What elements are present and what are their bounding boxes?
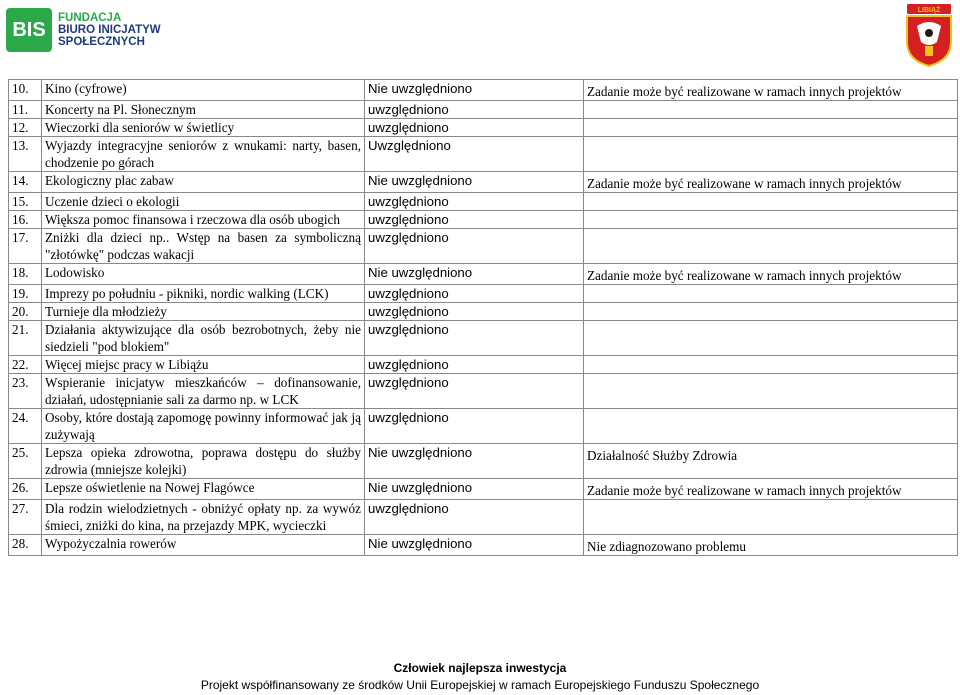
row-note (584, 101, 958, 119)
row-number: 14. (9, 172, 42, 193)
row-number: 19. (9, 285, 42, 303)
row-number: 11. (9, 101, 42, 119)
table-row (9, 80, 958, 101)
row-proposal-text: Wieczorki dla seniorów w świetlicy (42, 119, 365, 137)
row-note-text (587, 101, 954, 104)
row-note-text (587, 285, 954, 288)
table-row (9, 479, 958, 500)
row-number: 22. (9, 356, 42, 374)
row-note (584, 479, 958, 500)
table-row (9, 285, 958, 303)
page-footer (0, 660, 960, 694)
row-proposal-text: Koncerty na Pl. Słonecznym (42, 101, 365, 119)
row-note (584, 409, 958, 444)
row-number: 13. (9, 137, 42, 172)
row-note (584, 374, 958, 409)
proposals-table (8, 79, 958, 556)
row-note (584, 137, 958, 172)
row-status: Nie uwzględniono (365, 444, 584, 479)
table-row (9, 321, 958, 356)
row-proposal-text: Wyjazdy integracyjne seniorów z wnukami: narty, basen, chodzenie po górach (42, 137, 365, 172)
row-number: 15. (9, 193, 42, 211)
row-proposal-text: Działania aktywizujące dla osób bezrobotnych, żeby nie siedzieli "pod blokiem" (42, 321, 365, 356)
row-number: 17. (9, 229, 42, 264)
row-note (584, 444, 958, 479)
footer-funding-note: Projekt współfinansowany ze środków Unii Europejskiej w ramach Europejskiego Funduszu Społecznego (200, 678, 760, 692)
table-row (9, 356, 958, 374)
row-note-text: Nie zdiagnozowano problemu (587, 539, 746, 554)
row-note-text: Zadanie może być realizowane w ramach innych projektów (587, 268, 902, 283)
row-number: 26. (9, 479, 42, 500)
row-note-text: Zadanie może być realizowane w ramach innych projektów (587, 84, 902, 99)
row-status: uwzględniono (365, 101, 584, 119)
libiaz-crest-icon (904, 2, 954, 68)
row-number: 20. (9, 303, 42, 321)
row-status: uwzględniono (365, 303, 584, 321)
row-note-text (587, 356, 954, 359)
row-note (584, 264, 958, 285)
proposals-table-body (9, 80, 958, 556)
footer-slogan: Człowiek najlepsza inwestycja (393, 661, 567, 675)
table-row (9, 101, 958, 119)
row-status: Nie uwzględniono (365, 172, 584, 193)
row-number: 10. (9, 80, 42, 101)
row-proposal-text: Dla rodzin wielodzietnych - obniżyć opłaty np. za wywóz śmieci, zniżki do kina, na przejazdy MPK, wycieczki (42, 500, 365, 535)
row-note (584, 321, 958, 356)
table-row (9, 172, 958, 193)
row-note-text (587, 229, 954, 232)
row-number: 21. (9, 321, 42, 356)
row-note-text: Zadanie może być realizowane w ramach innych projektów (587, 176, 902, 191)
row-status: uwzględniono (365, 285, 584, 303)
table-row (9, 303, 958, 321)
page-header (0, 0, 960, 72)
row-status: uwzględniono (365, 374, 584, 409)
row-status: uwzględniono (365, 193, 584, 211)
row-proposal-text: Zniżki dla dzieci np.. Wstęp na basen za symboliczną "złotówkę" podczas wakacji (42, 229, 365, 264)
row-status: uwzględniono (365, 321, 584, 356)
table-row (9, 500, 958, 535)
table-row (9, 535, 958, 556)
row-proposal-text: Osoby, które dostają zapomogę powinny informować jak ją zużywają (42, 409, 365, 444)
row-note (584, 303, 958, 321)
row-proposal-text: Lodowisko (42, 264, 365, 285)
table-row (9, 119, 958, 137)
row-number: 25. (9, 444, 42, 479)
bis-badge: BIS (6, 8, 52, 52)
table-row (9, 444, 958, 479)
row-status: uwzględniono (365, 119, 584, 137)
row-note-text (587, 119, 954, 122)
row-note (584, 211, 958, 229)
row-proposal-text: Wspieranie inicjatyw mieszkańców – dofinansowanie, działań, udostępnianie sali za darmo np. w LCK (42, 374, 365, 409)
row-note-text: Działalność Służby Zdrowia (587, 448, 738, 463)
row-note (584, 535, 958, 556)
row-note-text (587, 137, 954, 140)
table-row (9, 137, 958, 172)
row-number: 18. (9, 264, 42, 285)
crest-label: LIBIĄŻ (917, 7, 941, 14)
row-proposal-text: Turnieje dla młodzieży (42, 303, 365, 321)
row-note (584, 193, 958, 211)
row-status: Nie uwzględniono (365, 264, 584, 285)
row-number: 23. (9, 374, 42, 409)
row-status: uwzględniono (365, 211, 584, 229)
table-row (9, 193, 958, 211)
foundation-name-line1: FUNDACJA (58, 12, 122, 24)
row-note-text (587, 321, 954, 324)
row-proposal-text: Lepsza opieka zdrowotna, poprawa dostępu do służby zdrowia (mniejsze kolejki) (42, 444, 365, 479)
row-note (584, 285, 958, 303)
row-note (584, 500, 958, 535)
foundation-name-line3: SPOŁECZNYCH (58, 36, 145, 48)
row-number: 12. (9, 119, 42, 137)
row-proposal-text: Imprezy po południu - pikniki, nordic walking (LCK) (42, 285, 365, 303)
row-note-text (587, 211, 954, 214)
row-note-text (587, 500, 954, 503)
row-note (584, 119, 958, 137)
table-row (9, 211, 958, 229)
row-status: uwzględniono (365, 409, 584, 444)
row-note-text (587, 193, 954, 196)
row-note-text (587, 303, 954, 306)
table-row (9, 374, 958, 409)
row-number: 27. (9, 500, 42, 535)
row-proposal-text: Wypożyczalnia rowerów (42, 535, 365, 556)
table-row (9, 264, 958, 285)
row-note (584, 172, 958, 193)
row-status: uwzględniono (365, 500, 584, 535)
table-row (9, 409, 958, 444)
row-note (584, 80, 958, 101)
table-row (9, 229, 958, 264)
row-number: 24. (9, 409, 42, 444)
row-status: uwzględniono (365, 356, 584, 374)
row-note (584, 229, 958, 264)
row-status: Nie uwzględniono (365, 479, 584, 500)
row-proposal-text: Większa pomoc finansowa i rzeczowa dla osób ubogich (42, 211, 365, 229)
row-status: uwzględniono (365, 229, 584, 264)
foundation-name (58, 12, 161, 48)
row-proposal-text: Uczenie dzieci o ekologii (42, 193, 365, 211)
row-status: Nie uwzględniono (365, 535, 584, 556)
row-note-text: Zadanie może być realizowane w ramach innych projektów (587, 483, 902, 498)
row-number: 16. (9, 211, 42, 229)
row-note (584, 356, 958, 374)
row-proposal-text: Więcej miejsc pracy w Libiążu (42, 356, 365, 374)
row-number: 28. (9, 535, 42, 556)
foundation-name-line2: BIURO INICJATYW (58, 24, 161, 36)
row-note-text (587, 374, 954, 377)
row-proposal-text: Lepsze oświetlenie na Nowej Flagówce (42, 479, 365, 500)
row-status: Nie uwzględniono (365, 80, 584, 101)
bis-logo (6, 8, 161, 52)
row-note-text (587, 409, 954, 412)
row-proposal-text: Kino (cyfrowe) (42, 80, 365, 101)
row-proposal-text: Ekologiczny plac zabaw (42, 172, 365, 193)
row-status: Uwzględniono (365, 137, 584, 172)
